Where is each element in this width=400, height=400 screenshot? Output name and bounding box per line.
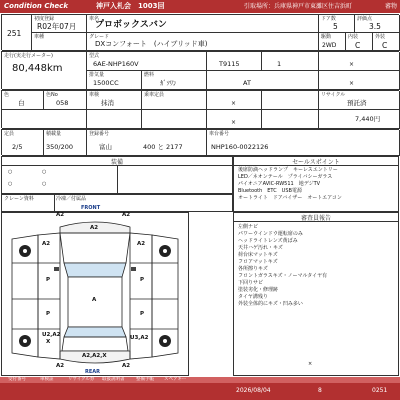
inspection-cell: 車検 抹消 (87, 91, 142, 110)
damage-diagram (1, 205, 189, 376)
features-title: セールスポイント (292, 159, 340, 166)
mark2-cell (207, 110, 262, 129)
footer-col: 車検証 (40, 377, 54, 382)
color-no: 058 (56, 99, 69, 107)
type-cell: 型式 6AE-NHP160V (87, 52, 207, 71)
front-label: FRONT (81, 205, 101, 211)
empty-cell-a (262, 91, 319, 110)
plate-number: 400 と 2177 (143, 143, 183, 151)
rating-cell: 評価点 3.5 (355, 15, 400, 33)
empty-cell-c (87, 110, 142, 129)
doors: 5 (333, 22, 338, 31)
load-cell: 積載量 350/200 (44, 130, 87, 156)
misc-mark-1: × (349, 61, 355, 68)
mark-fl-top: A2 (56, 212, 65, 218)
lot-number: 251 (7, 29, 22, 38)
mark-2: × (231, 119, 237, 126)
footer-values (0, 383, 400, 400)
cc-cell: 排気量 1500CC (87, 71, 142, 90)
recycle-cell: リサイクル 預託済 (319, 91, 400, 110)
color-cell: 色 白 (2, 91, 44, 110)
note-line: 荷台床マットキズ (238, 252, 278, 258)
note-line: フロントガラスキズ・ノーマルタイヤ有 (238, 273, 328, 279)
header-bar (0, 0, 400, 13)
mark-1: × (231, 100, 237, 107)
mileage: 80,448km (12, 63, 63, 74)
rear-label: REAR (85, 369, 100, 375)
empty-cell-e (262, 110, 319, 129)
inspection: 抹消 (101, 99, 114, 107)
footer-col: 受付番号 (8, 377, 26, 382)
mark-fr-fender: A2 (137, 241, 146, 247)
mark-rr-quarter: U3,A2 (130, 335, 149, 341)
capacity: 2/5 (12, 143, 23, 151)
note-line: 各所擦りキズ (238, 266, 268, 272)
note-line: 下回りサビ (238, 280, 264, 286)
note-line: パワーウインドウ運転席のみ (238, 231, 303, 237)
transmission: AT (243, 79, 251, 87)
feature-line: 後席防滴ヘッドランプ キーレスエントリー (238, 167, 338, 173)
drive-cell: 駆動 2WD (319, 33, 346, 51)
recycle-amount: 7,440円 (355, 115, 381, 123)
color: 白 (18, 99, 25, 107)
parts-label: 冷凍／付属品 (56, 196, 87, 202)
feature-line: パイオニアAVIC-RW511 地デジTV (238, 181, 321, 187)
recycle-amount-cell (319, 110, 400, 129)
interior-cell: 内装 C (346, 33, 373, 51)
frame-cell (207, 52, 262, 71)
note-line: フロアマットキズ (238, 259, 278, 265)
plate-cell: 登録番号 富山 400 と 2177 (87, 130, 207, 156)
row-basic (1, 14, 399, 50)
misc-mark-2: × (349, 80, 355, 87)
mark-fr-top: A2 (122, 212, 131, 218)
crane-section (1, 194, 233, 212)
empty-cell-b (2, 110, 87, 129)
displacement: 1500CC (93, 79, 119, 87)
footer-count: 8 (318, 387, 322, 394)
exterior-cell: 外装 C (373, 33, 400, 51)
drive: 2WD (322, 42, 337, 49)
mark-rl-quarter: U2,A2 (42, 332, 61, 338)
note-line: タイヤ溝残り (238, 294, 268, 300)
exterior-grade: C (382, 41, 388, 50)
mark-front-bumper: A2 (90, 225, 99, 231)
equip-mark-4: ○ (42, 181, 47, 187)
equipment-section (1, 156, 233, 194)
interior-grade: C (355, 41, 361, 50)
frame-code: T9115 (219, 60, 240, 68)
misc1-cell (319, 52, 400, 71)
chassis-cell: 車台番号 NHP160-0022126 (207, 130, 400, 156)
auction-name: 神戸入札会 1003回 (96, 2, 165, 10)
mark-fl-door: P (46, 277, 51, 283)
grade-cell: グレード DXコンフォート (ハイブリッド車) (87, 33, 319, 51)
model-type: 6AE-NHP160V (93, 60, 139, 68)
footer-col: スペアキー (164, 377, 187, 382)
footer-col: 整備手帳 (136, 377, 154, 382)
footer-col: リサイクル券 (68, 377, 95, 382)
seat-cell: 乗車定員 (142, 91, 207, 110)
fuel: ｶﾞｿﾘﾝ (160, 79, 177, 87)
first-reg: R02年07月 (37, 22, 77, 31)
footer-code: 0251 (372, 387, 388, 394)
recycle-status: 預託済 (347, 99, 367, 107)
note-mark: × (308, 361, 313, 367)
footer (0, 377, 400, 400)
plate-area: 富山 (99, 143, 112, 151)
lot-number-cell (2, 15, 32, 51)
row-registration (1, 129, 399, 155)
equipment-title: 装備 (110, 159, 123, 166)
empty-cell-d (142, 110, 207, 129)
mark-rr-door: P (140, 311, 145, 317)
features-section (233, 156, 399, 212)
car-name-cell: 車名 プロボックスバン (87, 15, 319, 33)
mark-rr-bottom: A2 (122, 363, 131, 369)
mileage-cell: 走行(実走行メーター) 80,448km (2, 52, 87, 90)
condition-title: Condition Check (4, 2, 68, 10)
approval-label: 審物 (384, 3, 397, 10)
mark-roof: A (92, 297, 97, 303)
first-reg-cell: 初度登録 R02年07月 (32, 15, 87, 33)
grade: DXコンフォート (ハイブリッド車) (95, 40, 208, 48)
mark-fl-fender: A2 (42, 241, 51, 247)
load-capacity: 350/200 (46, 143, 74, 151)
car-name: プロボックスバン (95, 20, 167, 30)
row-color (1, 90, 399, 128)
notes-section (233, 212, 399, 376)
doors-cell: ドア数 5 (319, 15, 355, 33)
feature-line: オートライト ドアバイザー オートエアコン (238, 195, 342, 201)
car-outline-svg (2, 213, 188, 375)
note-line: ヘッドライトレンズ黄ばみ (238, 238, 298, 244)
fuel-cell: 燃料 ｶﾞｿﾘﾝ (142, 71, 207, 90)
crane-label: クレーン資料 (4, 196, 34, 202)
note-line: 外装全体的にキズ・凹み多い (238, 301, 303, 307)
model-cell: 車種 (32, 33, 87, 51)
mark1-cell (207, 91, 262, 110)
equip-mark-2: ○ (42, 169, 47, 175)
color-no-cell: 色No 058 (44, 91, 87, 110)
pickup-location: 引取場所：兵庫県神戸市東灘区住吉浜町 (244, 3, 353, 10)
feature-line: LED／ネオンテール プライバシーガラス (238, 174, 333, 180)
notes-title: 審査員報告 (300, 215, 331, 222)
chassis-number: NHP160-0022126 (211, 143, 269, 151)
mark-rl-bottom: A2 (56, 363, 65, 369)
note-line: 左側ナビ (238, 224, 259, 230)
equip-mark-1: ○ (8, 169, 13, 175)
capacity-cell: 定員 2/5 (2, 130, 44, 156)
footer-date: 2026/08/04 (236, 387, 271, 394)
feature-line: Bluetooth ETC USB電源 (238, 188, 302, 194)
note-line: 塗装劣化・修理跡 (238, 287, 279, 293)
rating: 3.5 (369, 22, 381, 31)
row-spec (1, 51, 399, 89)
footer-col: 取扱説明書 (102, 377, 125, 382)
frame2-cell (262, 52, 319, 71)
misc2-cell (319, 71, 400, 90)
mark-rl-door: P (46, 311, 51, 317)
mark-fr-door: P (140, 277, 145, 283)
note-line: 天井ハゲ汚れ・キズ (238, 245, 283, 251)
equip-mark-3: ○ (8, 181, 13, 187)
mark-rear-bumper: A2,A2,X (82, 353, 107, 359)
transmission-cell (207, 71, 319, 90)
frame-code-2: 1 (277, 60, 282, 68)
mark-rl-quarter-2: X (46, 339, 51, 345)
